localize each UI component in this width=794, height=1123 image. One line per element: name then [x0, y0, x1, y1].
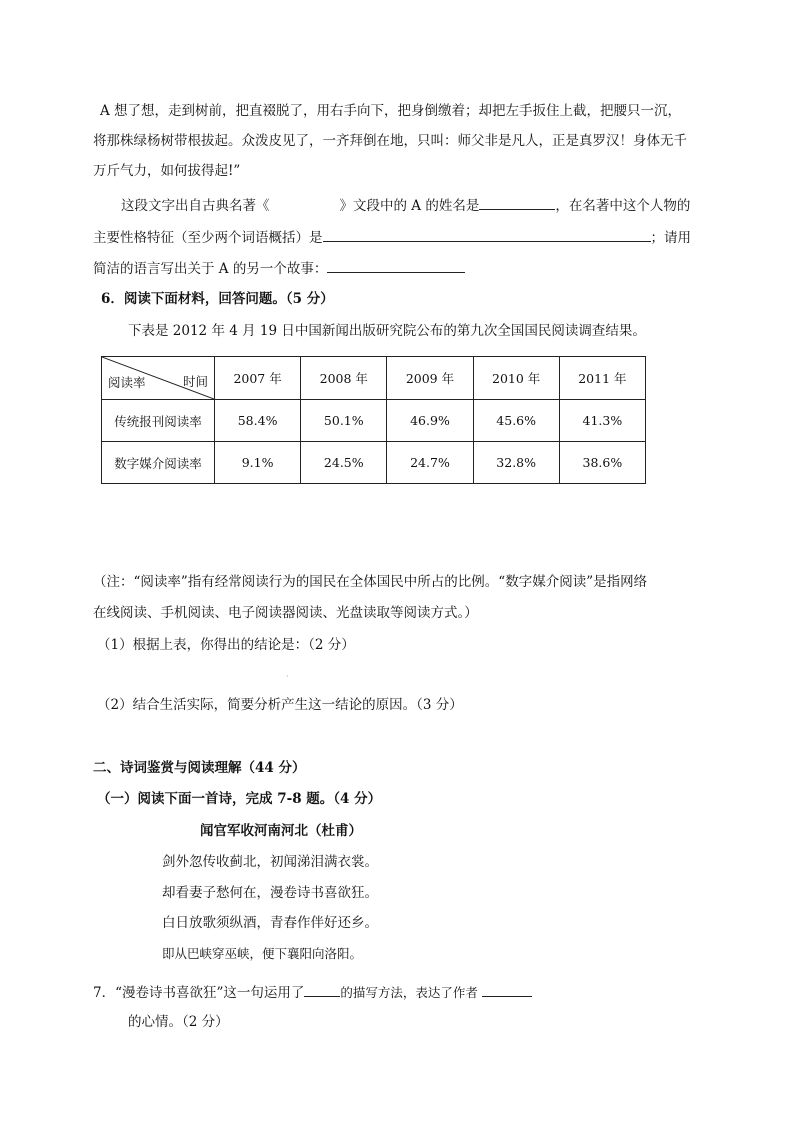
- table-cell: 45.6%: [473, 400, 559, 442]
- q5-text-e: ；请用: [650, 230, 691, 246]
- q5-line-3: [93, 258, 465, 279]
- corner-label-time: 时间: [182, 374, 208, 389]
- poem-line: 即从巴峡穿巫峡，便下襄阳向洛阳。: [162, 946, 363, 961]
- table-header-year: 2007 年: [215, 357, 301, 400]
- table-header-row: [102, 357, 646, 400]
- table-cell: 38.6%: [559, 442, 645, 484]
- passage-line-2: 将那株绿杨树带根拔起。众泼皮见了，一齐拜倒在地，只叫：师父非是凡人，正是真罗汉！身体无千: [93, 133, 687, 149]
- table-cell: 50.1%: [301, 400, 387, 442]
- row-label: 数字媒介阅读率: [102, 442, 215, 484]
- table-cell: 9.1%: [215, 442, 301, 484]
- reading-rate-table: [101, 356, 646, 484]
- q7-line-2: 的心情。（2 分）: [128, 1014, 229, 1030]
- note-line-2: 在线阅读、手机阅读、电子阅读器阅读、光盘读取等阅读方式。）: [93, 605, 478, 621]
- q6-heading: 6．阅读下面材料，回答问题。（5 分）: [101, 291, 334, 307]
- table-row: [102, 442, 646, 484]
- table-header-year: 2011 年: [559, 357, 645, 400]
- table-header-year: 2008 年: [301, 357, 387, 400]
- passage-line-1: A 想了想，走到树前，把直裰脱了，用右手向下，把身倒缴着；却把左手扳住上截，把腰只一沉，: [100, 103, 682, 119]
- stray-dot: ·: [286, 672, 289, 681]
- poem-title: 闻官军收河南河北（杜甫）: [200, 823, 362, 839]
- q5-text-c: ，在名著中这个人物的: [555, 198, 691, 214]
- table-cell: 24.5%: [301, 442, 387, 484]
- table-cell: 24.7%: [387, 442, 473, 484]
- subquestion-1: （1）根据上表，你得出的结论是：（2 分）: [97, 637, 355, 653]
- table-cell: 32.8%: [473, 442, 559, 484]
- q7-text-b: 的描写方法，表达了作者: [340, 985, 478, 1000]
- q7-text-a: 7．“漫卷诗书喜欲狂”这一句运用了: [93, 985, 305, 1001]
- q5-text-b: 》文段中的 A 的姓名是: [339, 198, 480, 214]
- feeling-blank[interactable]: [482, 982, 532, 997]
- table-corner-cell: [102, 357, 215, 400]
- poem-line: 白日放歌须纵酒，青春作伴好还乡。: [162, 915, 378, 931]
- q5-text-a: 这段文字出自古典名著《: [121, 198, 270, 214]
- poem-line: 剑外忽传收蓟北，初闻涕泪满衣裳。: [162, 854, 378, 870]
- row-label: 传统报刊阅读率: [102, 400, 215, 442]
- part-1-heading: （一）阅读下面一首诗，完成 7-8 题。（4 分）: [97, 791, 382, 807]
- method-blank[interactable]: [304, 982, 340, 997]
- q5-text-f: 简洁的语言写出关于 A 的另一个故事：: [93, 261, 328, 277]
- corner-label-rate: 阅读率: [108, 375, 146, 390]
- q7-line-1: [93, 982, 532, 1003]
- note-line-1: （注：“阅读率”指有经常阅读行为的国民在全体国民中所占的比例。“数字媒介阅读”是指网络: [93, 574, 648, 590]
- table-cell: 41.3%: [559, 400, 645, 442]
- name-blank[interactable]: [479, 195, 555, 210]
- q5-line-2: [93, 227, 691, 248]
- q5-line-1: [121, 195, 690, 216]
- q6-intro: 下表是 2012 年 4 月 19 日中国新闻出版研究院公布的第九次全国国民阅读调查结果。: [128, 323, 646, 339]
- table-cell: 58.4%: [215, 400, 301, 442]
- traits-blank[interactable]: [323, 227, 651, 242]
- table-header-year: 2010 年: [473, 357, 559, 400]
- q5-text-d: 主要性格特征（至少两个词语概括）是: [93, 230, 323, 246]
- table-cell: 46.9%: [387, 400, 473, 442]
- passage-line-3: 万斤气力，如何拔得起!”: [93, 163, 241, 179]
- section-2-heading: 二、诗词鉴赏与阅读理解（44 分）: [93, 760, 306, 776]
- poem-line: 却看妻子愁何在，漫卷诗书喜欲狂。: [162, 885, 378, 901]
- table-row: [102, 400, 646, 442]
- story-blank[interactable]: [327, 258, 465, 273]
- table-header-year: 2009 年: [387, 357, 473, 400]
- subquestion-2: （2）结合生活实际，简要分析产生这一结论的原因。（3 分）: [97, 697, 463, 713]
